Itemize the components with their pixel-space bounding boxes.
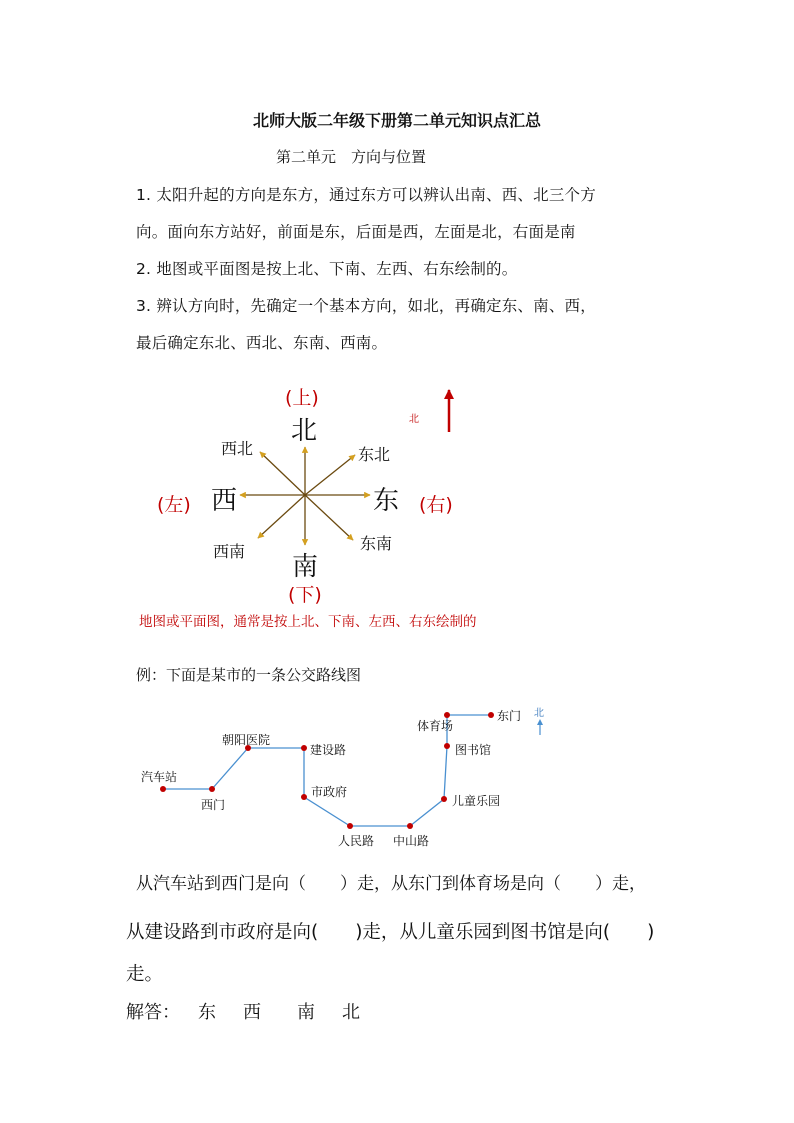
label-right: (右) (419, 494, 453, 516)
label-left: (左) (157, 494, 191, 516)
stop-label-tiyuchang: 体育场 (417, 719, 454, 733)
question-line-2: 从建设路到市政府是向( )走，从儿童乐园到图书馆是向( ) (126, 922, 655, 943)
stop-dot-ertongleyuan (441, 796, 447, 802)
stop-label-ertongleyuan: 儿童乐园 (452, 794, 501, 808)
stop-label-dongmen: 东门 (497, 709, 522, 723)
stop-dot-ximen (209, 786, 215, 792)
label-west: 西 (211, 486, 238, 516)
stop-dot-zhongshanlu (407, 823, 413, 829)
label-down: (下) (288, 584, 322, 606)
answer-3: 南 (297, 1002, 315, 1023)
section-subtitle: 第二单元 方向与位置 (276, 148, 427, 166)
stop-dot-qichezhan (160, 786, 166, 792)
label-south: 南 (292, 552, 319, 582)
label-southwest: 西南 (213, 542, 246, 561)
stop-dot-shizhengfu (301, 794, 307, 800)
answer-1: 东 (198, 1002, 216, 1023)
point-line-1: 1. 太阳升起的方向是东方，通过东方可以辨认出南、西、北三个方 (136, 186, 596, 204)
stop-dot-dongmen (488, 712, 494, 718)
answer-2: 西 (243, 1002, 261, 1023)
question-line-1: 从汽车站到西门是向（ ）走，从东门到体育场是向（ ）走， (136, 874, 646, 894)
point-line-3: 2. 地图或平面图是按上北、下南、左西、右东绘制的。 (136, 260, 518, 278)
stop-label-ximen: 西门 (201, 798, 226, 812)
compass-arrow-southwest (258, 495, 305, 538)
document-title: 北师大版二年级下册第二单元知识点汇总 (252, 111, 541, 130)
label-east: 东 (373, 486, 400, 516)
label-northeast: 东北 (358, 445, 391, 464)
stop-dot-renminlu (347, 823, 353, 829)
stop-label-jianshelu: 建设路 (310, 743, 347, 757)
stop-label-renminlu: 人民路 (338, 834, 375, 848)
answer-4: 北 (342, 1002, 360, 1023)
example-intro: 例：下面是某市的一条公交路线图 (136, 666, 362, 684)
bus-north-label: 北 (534, 708, 544, 719)
label-north: 北 (291, 416, 318, 446)
bus-north-arrow-head (537, 719, 543, 725)
compass-arrow-northwest (260, 452, 305, 495)
stop-label-zhongshanlu: 中山路 (393, 834, 430, 848)
stop-label-shizhengfu: 市政府 (311, 785, 348, 799)
label-southeast: 东南 (360, 534, 393, 553)
label-northwest: 西北 (221, 439, 254, 458)
stop-label-chaoyang: 朝阳医院 (222, 733, 271, 747)
compass-arrow-southeast (305, 495, 353, 540)
point-line-2: 向。面向东方站好，前面是东，后面是西，左面是北，右面是南 (136, 223, 576, 241)
stop-dot-tushuguan (444, 743, 450, 749)
point-line-4: 3. 辨认方向时，先确定一个基本方向，如北，再确定东、南、西， (136, 297, 596, 315)
stop-label-tushuguan: 图书馆 (455, 743, 492, 757)
compass-caption: 地图或平面图，通常是按上北、下南、左西、右东绘制的 (139, 614, 477, 630)
compass-arrow-northeast (305, 455, 355, 495)
stop-dot-jianshelu (301, 745, 307, 751)
question-line-3: 走。 (126, 964, 164, 985)
point-line-5: 最后确定东北、西北、东南、西南。 (136, 334, 388, 352)
answer-label: 解答： (126, 1002, 180, 1023)
label-up: (上) (285, 387, 319, 409)
north-indicator-label: 北 (409, 414, 419, 425)
stop-label-qichezhan: 汽车站 (141, 770, 178, 784)
